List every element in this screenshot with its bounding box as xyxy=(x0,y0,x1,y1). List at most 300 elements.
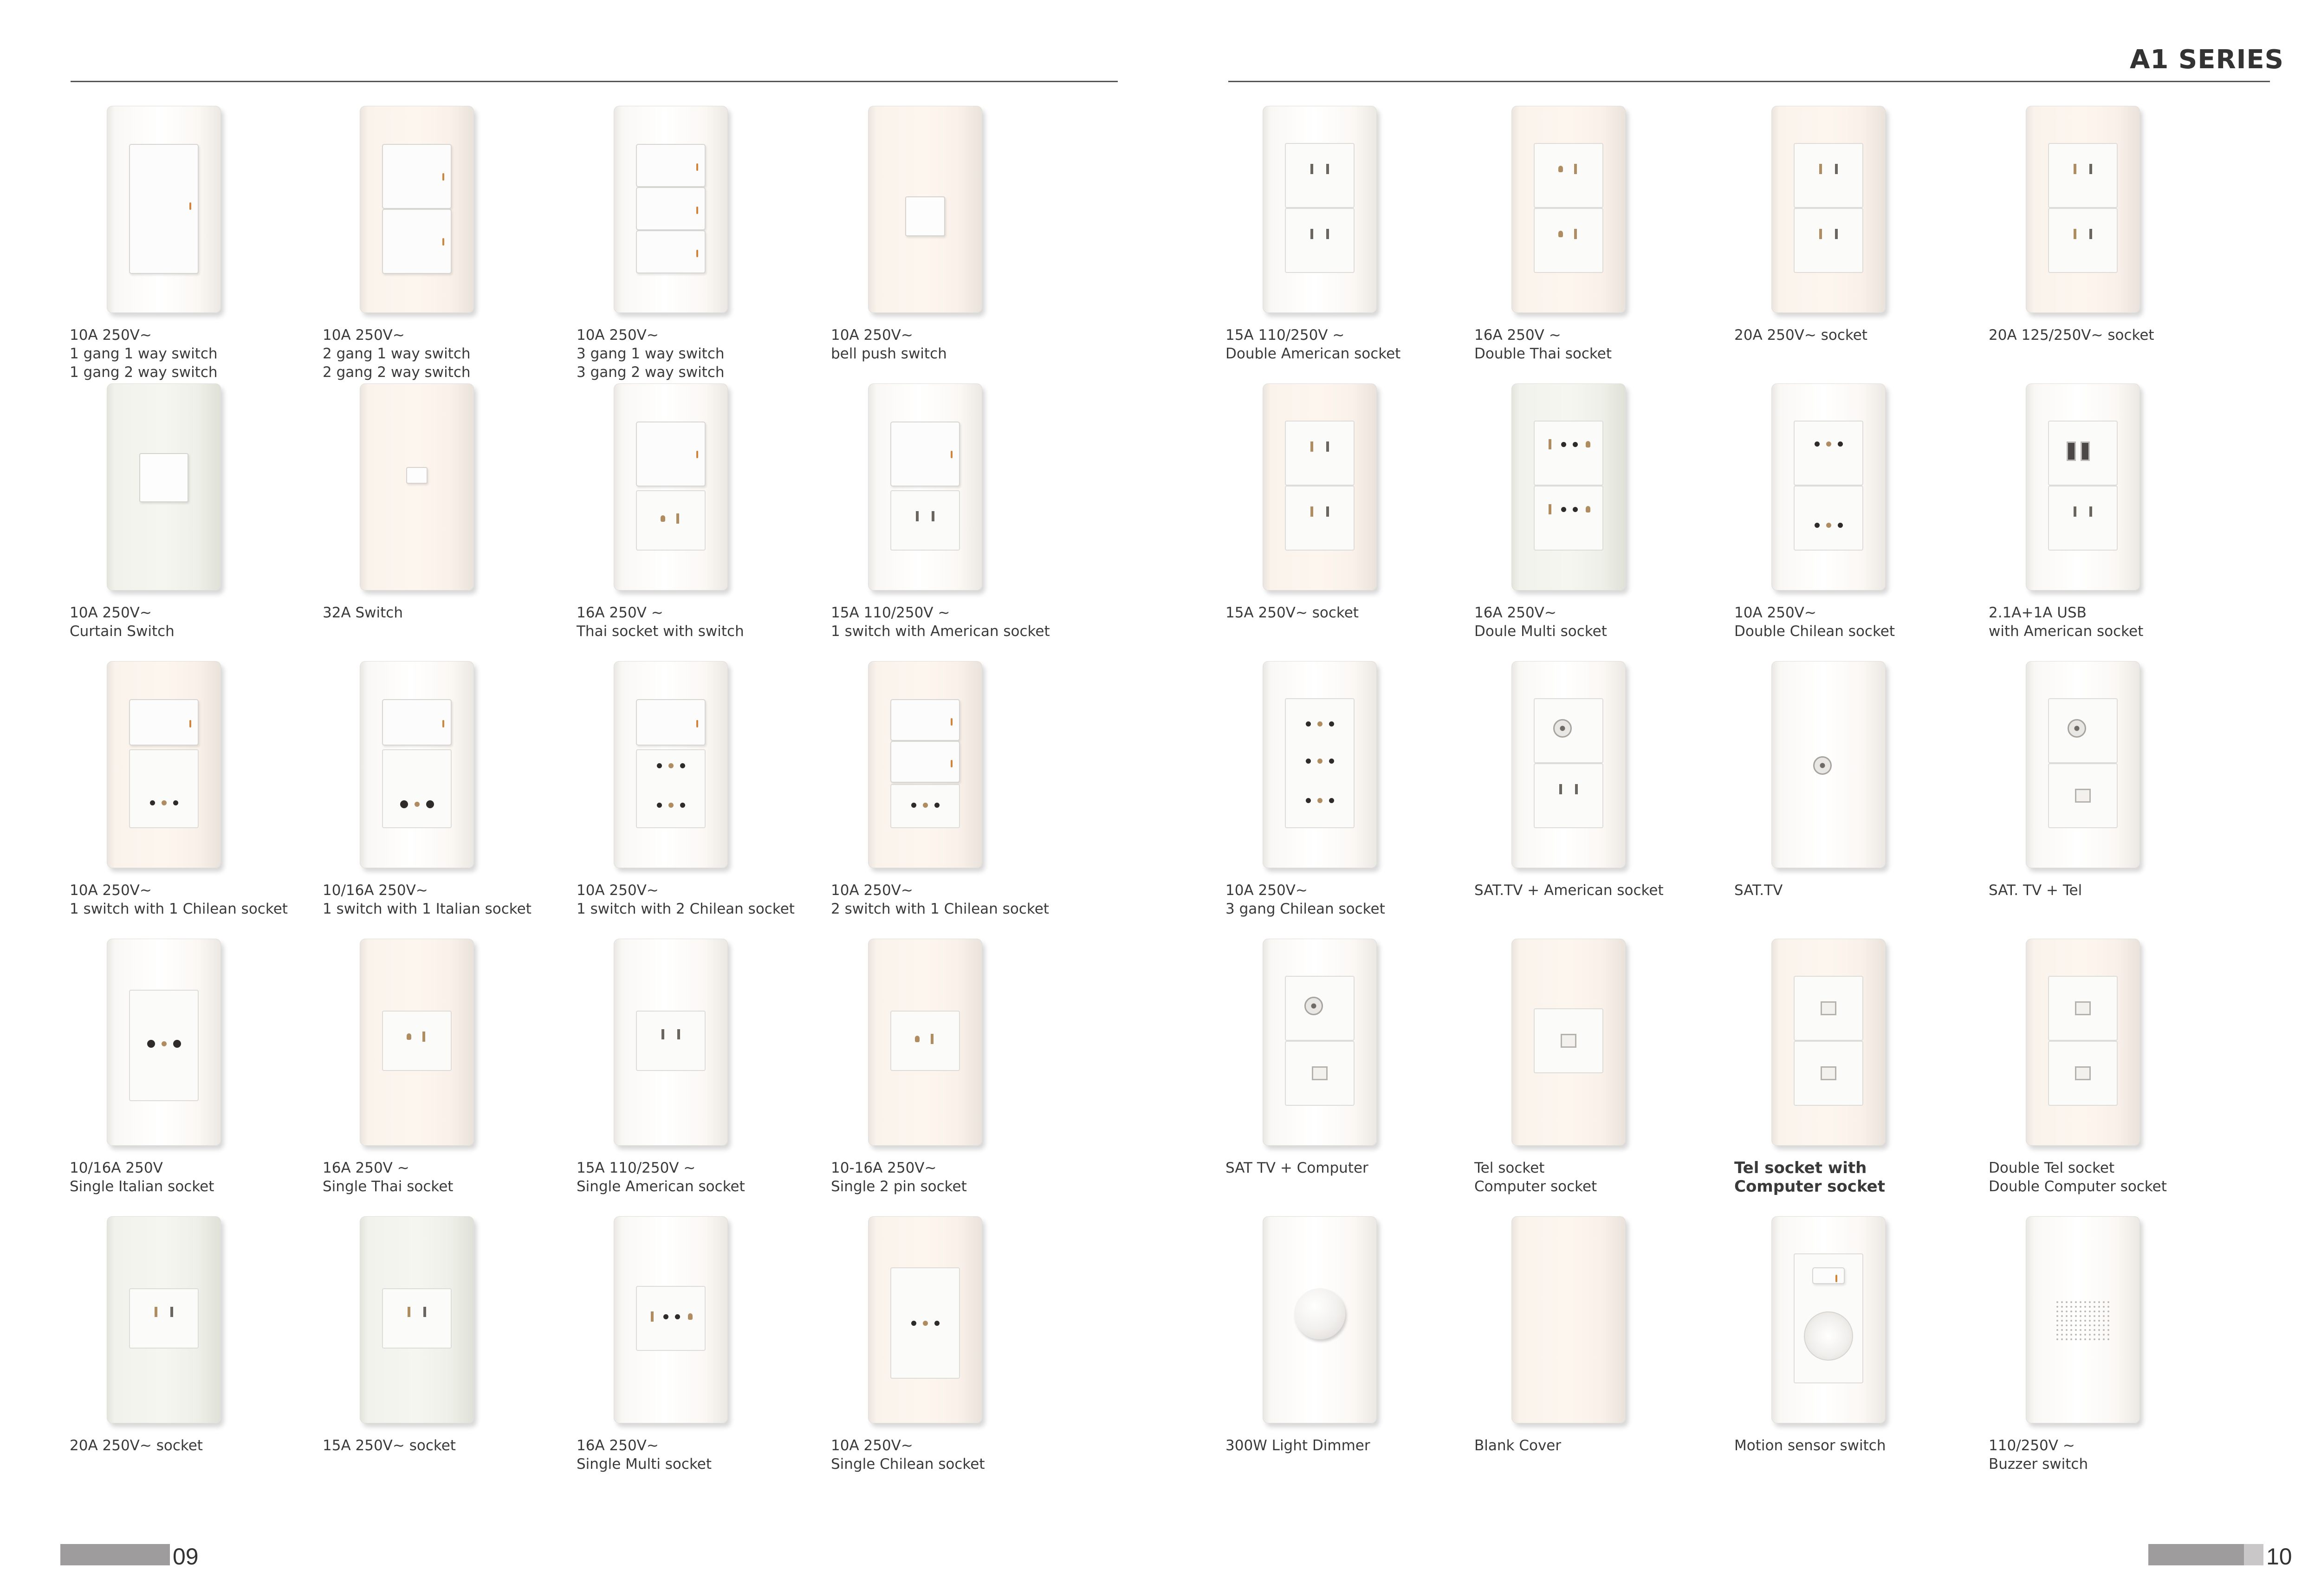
product-item xyxy=(70,661,302,937)
slot-hole-icon xyxy=(1326,164,1329,174)
tel-jack-icon xyxy=(1561,1034,1576,1048)
caption-line: Motion sensor switch xyxy=(1734,1437,1886,1454)
earth-hole-icon xyxy=(1826,441,1831,447)
product-caption xyxy=(1474,1159,1706,1196)
caption-line: Blank Cover xyxy=(1474,1437,1562,1454)
product-caption xyxy=(1734,881,1966,900)
double-chilean-socket-icon xyxy=(1771,383,1886,590)
earth-hole-icon xyxy=(668,803,674,808)
tv-coax-icon xyxy=(1304,997,1323,1015)
slot-hole-icon xyxy=(2074,164,2076,174)
rocker-switch-icon xyxy=(890,741,960,783)
caption-line: 10/16A 250V~ xyxy=(323,882,428,899)
socket-outlet-icon xyxy=(1263,798,1377,803)
product-item xyxy=(1734,661,1966,937)
socket-outlet-icon xyxy=(868,511,982,521)
caption-line: 32A Switch xyxy=(323,604,403,621)
slot-hole-icon xyxy=(2089,164,2092,174)
caption-line: 16A 250V ~ xyxy=(577,604,663,621)
pin-hole-icon xyxy=(680,803,685,808)
product-item xyxy=(831,661,1063,937)
caption-line: SAT.TV xyxy=(1734,882,1783,899)
product-item xyxy=(70,939,302,1214)
product-item xyxy=(1474,939,1706,1214)
socket-outlet-icon xyxy=(614,1029,728,1039)
product-caption xyxy=(1225,1436,1458,1455)
pin-hole-icon xyxy=(1561,507,1566,512)
product-caption xyxy=(831,1159,1063,1196)
caption-line: Double Tel socket xyxy=(1989,1160,2115,1176)
slot-hole-icon xyxy=(1574,229,1577,239)
pin-hole-icon xyxy=(173,800,178,805)
pin-hole-icon xyxy=(1838,523,1843,528)
pin-hole-icon xyxy=(173,1040,181,1048)
multi-socket-icon xyxy=(614,1216,728,1423)
computer-jack-icon xyxy=(2075,1066,2091,1080)
socket-module xyxy=(1534,421,1603,486)
pin-hole-icon xyxy=(1815,441,1820,447)
earth-hole-icon xyxy=(162,800,167,805)
earth-hole-icon xyxy=(407,1033,411,1040)
caption-line: Tel socket with xyxy=(1734,1159,1867,1177)
product-caption xyxy=(70,603,302,641)
buzzer-grill-icon xyxy=(2055,1300,2111,1342)
product-item xyxy=(831,939,1063,1214)
two-pin-socket-icon xyxy=(868,939,982,1146)
product-caption xyxy=(1989,603,2221,641)
slot-hole-icon xyxy=(408,1307,410,1317)
socket-outlet-icon xyxy=(2026,506,2140,517)
double-thai-socket-icon xyxy=(1511,106,1626,313)
pin-hole-icon xyxy=(934,1321,940,1326)
slot-hole-icon xyxy=(1549,439,1551,449)
product-caption xyxy=(1734,1159,1966,1196)
caption-line: Single Chilean socket xyxy=(831,1456,985,1473)
product-caption xyxy=(1989,326,2221,344)
socket-outlet-icon xyxy=(1771,523,1886,528)
earth-hole-icon xyxy=(1558,231,1563,237)
caption-line: 1 gang 1 way switch xyxy=(70,345,218,362)
caption-line: SAT.TV + American socket xyxy=(1474,882,1664,899)
caption-line: 300W Light Dimmer xyxy=(1225,1437,1370,1454)
left-page-rule xyxy=(71,81,1118,82)
bell-push-icon xyxy=(868,106,982,313)
product-caption xyxy=(1734,326,1966,344)
pin-hole-icon xyxy=(1329,798,1334,803)
dimmer-knob-icon xyxy=(1294,1288,1345,1339)
sat-tv-computer-icon xyxy=(1263,939,1377,1146)
caption-line: 20A 250V~ socket xyxy=(70,1437,203,1454)
product-item xyxy=(1989,383,2221,659)
product-item xyxy=(831,383,1063,659)
pin-hole-icon xyxy=(663,1314,668,1319)
socket-outlet-icon xyxy=(614,1311,728,1322)
socket-module xyxy=(1794,208,1863,273)
caption-line: 3 gang 2 way switch xyxy=(577,364,725,381)
rocker-switch-icon xyxy=(382,699,452,746)
product-item xyxy=(323,106,555,382)
pin-hole-icon xyxy=(426,800,434,808)
socket-outlet-icon xyxy=(868,1034,982,1044)
motion-sensor-icon xyxy=(1804,1311,1853,1361)
socket-outlet-icon xyxy=(1263,759,1377,764)
product-item xyxy=(70,1216,302,1492)
caption-line: 2 gang 2 way switch xyxy=(323,364,471,381)
socket-outlet-icon xyxy=(868,803,982,808)
caption-line: 10A 250V~ xyxy=(70,604,152,621)
double-multi-socket-icon xyxy=(1511,383,1626,590)
slot-hole-icon xyxy=(1575,784,1578,794)
pin-hole-icon xyxy=(1306,721,1311,727)
tv-coax-icon xyxy=(1553,719,1572,738)
caption-line: Buzzer switch xyxy=(1989,1456,2088,1473)
three-gang-switch-icon xyxy=(614,106,728,313)
socket-module xyxy=(1534,763,1603,828)
caption-line: Single American socket xyxy=(577,1178,745,1195)
earth-hole-icon xyxy=(668,763,674,768)
slot-hole-icon xyxy=(1819,164,1822,174)
slot-hole-icon xyxy=(1326,441,1329,452)
product-item xyxy=(1474,661,1706,937)
slot-hole-icon xyxy=(1549,504,1551,514)
product-item xyxy=(323,939,555,1214)
product-caption xyxy=(831,326,1063,363)
rocker-switch-icon xyxy=(636,144,706,187)
pin-hole-icon xyxy=(1561,442,1566,447)
two-chilean-with-switch-icon xyxy=(614,661,728,868)
product-item xyxy=(577,939,809,1214)
socket-module xyxy=(636,1011,706,1071)
caption-line: 16A 250V ~ xyxy=(1474,327,1561,344)
sat-tv-tel-icon xyxy=(2026,661,2140,868)
earth-hole-icon xyxy=(1586,506,1590,513)
caption-line: 10A 250V~ xyxy=(831,327,913,344)
caption-line: 10A 250V~ xyxy=(70,882,152,899)
series-title: A1 SERIES xyxy=(2130,45,2284,75)
product-caption xyxy=(70,881,302,918)
rocker-switch-icon xyxy=(890,422,960,487)
product-item xyxy=(1989,661,2221,937)
socket-module xyxy=(382,1288,452,1349)
caption-line: 10A 250V~ xyxy=(70,327,152,344)
product-caption xyxy=(323,326,555,382)
pin-hole-icon xyxy=(911,803,916,808)
socket-module xyxy=(129,1288,199,1349)
usb-american-socket-icon xyxy=(2026,383,2140,590)
caption-line: 10A 250V~ xyxy=(831,882,913,899)
product-item xyxy=(1734,383,1966,659)
socket-module xyxy=(382,749,452,828)
product-caption xyxy=(1474,326,1706,363)
pin-hole-icon xyxy=(1573,442,1578,447)
product-caption xyxy=(323,1436,555,1455)
double-tel-computer-icon xyxy=(2026,939,2140,1146)
socket-outlet-icon xyxy=(1511,439,1626,449)
earth-hole-icon xyxy=(1558,166,1563,172)
socket-outlet-icon xyxy=(1771,441,1886,447)
product-caption xyxy=(831,1436,1063,1473)
slot-hole-icon xyxy=(1835,229,1838,239)
product-caption xyxy=(577,1436,809,1473)
socket-module xyxy=(2048,486,2118,551)
caption-line: 15A 250V~ socket xyxy=(1225,604,1359,621)
caption-line: 10A 250V~ xyxy=(577,882,659,899)
socket-outlet-icon xyxy=(1263,164,1377,174)
socket-module xyxy=(636,749,706,828)
product-caption xyxy=(70,1159,302,1196)
earth-hole-icon xyxy=(162,1041,167,1046)
caption-line: Double Chilean socket xyxy=(1734,623,1895,640)
slot-hole-icon xyxy=(677,1029,680,1039)
caption-line: 10A 250V~ xyxy=(577,327,659,344)
product-caption xyxy=(1989,881,2221,900)
product-item xyxy=(831,106,1063,382)
slot-hole-icon xyxy=(2074,229,2076,239)
socket-outlet-icon xyxy=(1771,229,1886,239)
product-caption xyxy=(1225,1159,1458,1177)
15a-socket-icon xyxy=(360,1216,474,1423)
socket-module xyxy=(1794,421,1863,486)
slot-hole-icon xyxy=(651,1311,654,1322)
socket-module xyxy=(1285,143,1355,208)
slot-hole-icon xyxy=(1310,441,1313,452)
20a-socket-icon xyxy=(107,1216,221,1423)
caption-line: 1 switch with 1 Chilean socket xyxy=(70,901,288,917)
caption-line: Single 2 pin socket xyxy=(831,1178,967,1195)
switch-32a-icon xyxy=(406,467,428,484)
tv-coax-icon xyxy=(1813,756,1832,775)
caption-line: 15A 250V~ socket xyxy=(323,1437,456,1454)
product-item xyxy=(1734,939,1966,1214)
earth-hole-icon xyxy=(923,803,928,808)
32a-switch-icon xyxy=(360,383,474,590)
product-item xyxy=(1225,106,1458,382)
slot-hole-icon xyxy=(155,1307,157,1317)
product-caption xyxy=(1989,1436,2221,1473)
caption-line: 110/250V ~ xyxy=(1989,1437,2075,1454)
product-caption xyxy=(577,1159,809,1196)
thai-socket-with-switch-icon xyxy=(614,383,728,590)
slot-hole-icon xyxy=(916,511,919,521)
pin-hole-icon xyxy=(1573,507,1578,512)
rocker-switch-icon xyxy=(636,230,706,273)
pin-hole-icon xyxy=(1838,441,1843,447)
pin-hole-icon xyxy=(1306,798,1311,803)
socket-outlet-icon xyxy=(1263,229,1377,239)
product-caption xyxy=(577,326,809,382)
left-page-number-bar xyxy=(60,1544,170,1565)
socket-module xyxy=(2048,208,2118,273)
product-item xyxy=(577,383,809,659)
pin-hole-icon xyxy=(934,803,940,808)
slot-hole-icon xyxy=(1835,164,1838,174)
light-dimmer-icon xyxy=(1263,1216,1377,1423)
socket-outlet-icon xyxy=(2026,164,2140,174)
socket-outlet-icon xyxy=(360,1032,474,1042)
caption-line: Computer socket xyxy=(1734,1177,1885,1196)
tel-jack-icon xyxy=(2075,789,2091,803)
product-item xyxy=(577,661,809,937)
caption-line: 3 gang 1 way switch xyxy=(577,345,725,362)
slot-hole-icon xyxy=(2074,506,2076,517)
motion-sensor-icon xyxy=(1771,1216,1886,1423)
caption-line: SAT TV + Computer xyxy=(1225,1160,1368,1176)
caption-line: 1 switch with American socket xyxy=(831,623,1050,640)
slot-hole-icon xyxy=(1310,229,1313,239)
socket-module xyxy=(1285,486,1355,551)
product-caption xyxy=(1474,1436,1706,1455)
caption-line: Curtain Switch xyxy=(70,623,175,640)
slot-hole-icon xyxy=(1326,229,1329,239)
rocker-switch-icon xyxy=(636,699,706,746)
rocker-switch-icon xyxy=(129,144,199,274)
slot-hole-icon xyxy=(932,511,934,521)
socket-outlet-icon xyxy=(1511,504,1626,514)
product-item xyxy=(1989,939,2221,1214)
product-caption xyxy=(1474,881,1706,900)
socket-module xyxy=(1794,143,1863,208)
pin-hole-icon xyxy=(675,1314,680,1319)
rocker-switch-icon xyxy=(890,699,960,741)
sat-tv-icon xyxy=(1771,661,1886,868)
tel-jack-icon xyxy=(2075,1001,2091,1015)
product-caption xyxy=(1474,603,1706,641)
pin-hole-icon xyxy=(680,763,685,768)
rocker-switch-icon xyxy=(636,422,706,487)
rocker-switch-icon xyxy=(382,144,452,209)
blank-cover-icon xyxy=(1511,1216,1626,1423)
caption-line: Double Thai socket xyxy=(1474,345,1612,362)
tel-with-computer-icon xyxy=(1771,939,1886,1146)
product-caption xyxy=(1989,1159,2221,1196)
caption-line: 10/16A 250V xyxy=(70,1160,163,1176)
caption-line: 1 gang 2 way switch xyxy=(70,364,218,381)
caption-line: 10-16A 250V~ xyxy=(831,1160,937,1176)
caption-line: 16A 250V ~ xyxy=(323,1160,409,1176)
product-caption xyxy=(1734,1436,1966,1455)
caption-line: Single Thai socket xyxy=(323,1178,454,1195)
caption-line: 3 gang Chilean socket xyxy=(1225,901,1385,917)
product-item xyxy=(1734,1216,1966,1492)
product-item xyxy=(577,1216,809,1492)
caption-line: 10A 250V~ xyxy=(1225,882,1308,899)
earth-hole-icon xyxy=(415,802,420,807)
earth-hole-icon xyxy=(1826,523,1831,528)
slot-hole-icon xyxy=(1310,506,1313,517)
caption-line: Double Computer socket xyxy=(1989,1178,2167,1195)
usb-port-icon xyxy=(2081,441,2090,461)
socket-module xyxy=(1534,486,1603,551)
socket-module xyxy=(1534,208,1603,273)
double-20a-socket-icon xyxy=(1771,106,1886,313)
product-item xyxy=(1225,1216,1458,1492)
slot-hole-icon xyxy=(1559,784,1562,794)
caption-line: Double American socket xyxy=(1225,345,1401,362)
caption-line: Computer socket xyxy=(1474,1178,1597,1195)
product-caption xyxy=(323,1159,555,1196)
thai-socket-icon xyxy=(360,939,474,1146)
product-item xyxy=(1474,106,1706,382)
rocker-switch-icon xyxy=(129,699,199,746)
socket-outlet-icon xyxy=(1511,164,1626,174)
caption-line: 15A 110/250V ~ xyxy=(1225,327,1345,344)
product-item xyxy=(1474,1216,1706,1492)
socket-outlet-icon xyxy=(107,1307,221,1317)
caption-line: 16A 250V~ xyxy=(577,1437,659,1454)
caption-line: SAT. TV + Tel xyxy=(1989,882,2082,899)
caption-line: 2 switch with 1 Chilean socket xyxy=(831,901,1049,917)
pin-hole-icon xyxy=(657,763,662,768)
socket-outlet-icon xyxy=(1263,721,1377,727)
socket-outlet-icon xyxy=(1263,441,1377,452)
american-socket-icon xyxy=(614,939,728,1146)
american-socket-with-switch-icon xyxy=(868,383,982,590)
computer-jack-icon xyxy=(1821,1066,1836,1080)
caption-line: Doule Multi socket xyxy=(1474,623,1607,640)
product-item xyxy=(1225,661,1458,937)
caption-line: 2 gang 1 way switch xyxy=(323,345,471,362)
caption-line: Tel socket xyxy=(1474,1160,1545,1176)
caption-line: 1 switch with 2 Chilean socket xyxy=(577,901,795,917)
caption-line: with American socket xyxy=(1989,623,2144,640)
socket-outlet-icon xyxy=(360,1307,474,1317)
tv-coax-icon xyxy=(2068,719,2086,738)
computer-jack-icon xyxy=(1312,1066,1328,1080)
italian-socket-icon xyxy=(107,939,221,1146)
slot-hole-icon xyxy=(1819,229,1822,239)
product-item xyxy=(1989,1216,2221,1492)
product-item xyxy=(1225,939,1458,1214)
socket-outlet-icon xyxy=(1511,784,1626,794)
pin-hole-icon xyxy=(1815,523,1820,528)
caption-line: 20A 250V~ socket xyxy=(1734,327,1867,344)
double-american-socket-icon xyxy=(1263,106,1377,313)
product-item xyxy=(1734,106,1966,382)
socket-module xyxy=(2048,143,2118,208)
pin-hole-icon xyxy=(1329,721,1334,727)
caption-line: 2.1A+1A USB xyxy=(1989,604,2087,621)
product-caption xyxy=(1225,326,1458,363)
pin-hole-icon xyxy=(150,800,155,805)
pin-hole-icon xyxy=(1329,759,1334,764)
pin-hole-icon xyxy=(147,1040,155,1048)
slot-hole-icon xyxy=(1574,164,1577,174)
caption-line: 1 switch with 1 Italian socket xyxy=(323,901,532,917)
chilean-socket-with-switch-icon xyxy=(107,661,221,868)
product-caption xyxy=(1225,881,1458,918)
italian-socket-with-switch-icon xyxy=(360,661,474,868)
product-item xyxy=(323,1216,555,1492)
right-page-number: 10 xyxy=(2266,1544,2292,1570)
product-caption xyxy=(323,603,555,622)
product-item xyxy=(70,106,302,382)
product-item xyxy=(831,1216,1063,1492)
slot-hole-icon xyxy=(931,1034,934,1044)
product-item xyxy=(577,106,809,382)
earth-hole-icon xyxy=(1317,759,1323,764)
product-caption xyxy=(577,603,809,641)
slot-hole-icon xyxy=(1310,164,1313,174)
socket-module xyxy=(1794,486,1863,551)
socket-outlet-icon xyxy=(868,1321,982,1326)
rocker-switch-icon xyxy=(636,187,706,230)
earth-hole-icon xyxy=(923,1321,928,1326)
socket-outlet-icon xyxy=(107,1040,221,1048)
caption-line: 10A 250V~ xyxy=(1734,604,1816,621)
earth-hole-icon xyxy=(1586,441,1590,448)
product-caption xyxy=(70,1436,302,1455)
product-item xyxy=(323,661,555,937)
